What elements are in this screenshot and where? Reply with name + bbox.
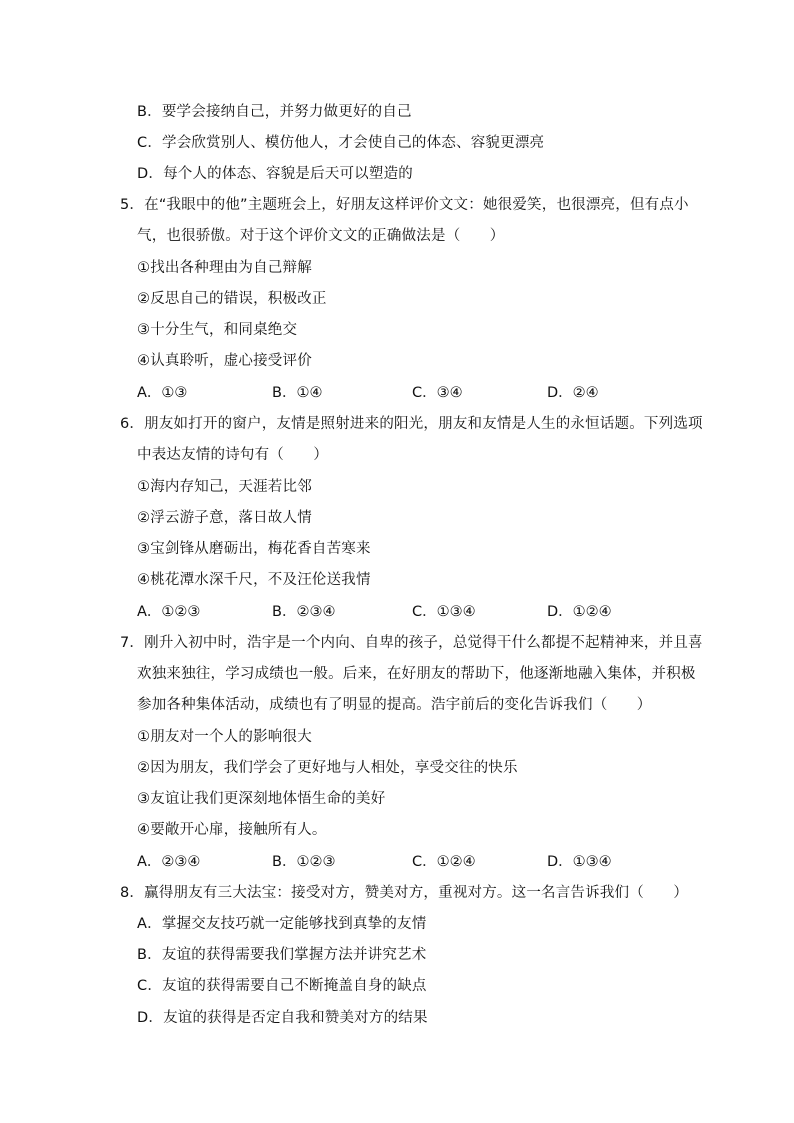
q4-option-b: B．要学会接纳自己，并努力做更好的自己 [137,104,412,120]
q6-choices [137,602,697,622]
q8-option-a: A．掌握交友技巧就一定能够找到真挚的友情 [137,916,427,932]
q8-option-c: C．友谊的获得需要自己不断掩盖自身的缺点 [137,978,427,994]
q6-choice-d: D．①②④ [547,604,612,620]
q6-item-2: ②浮云游子意，落日故人情 [137,510,312,526]
q6-choice-a: A．①②③ [137,604,201,620]
q7-item-3: ③友谊让我们更深刻地体悟生命的美好 [137,791,386,807]
q4-option-d: D．每个人的体态、容貌是后天可以塑造的 [137,166,413,182]
q7-choices [137,852,697,872]
q5-item-1: ①找出各种理由为自己辩解 [137,260,312,276]
q5-choice-b: B．①④ [272,385,323,401]
q7-stem-line3: 参加各种集体活动，成绩也有了明显的提高。浩宇前后的变化告诉我们（ ） [137,697,652,713]
q7-choice-d: D．①③④ [547,854,612,870]
q5-choice-c: C．③④ [412,385,463,401]
q4-option-c: C．学会欣赏别人、模仿他人，才会使自己的体态、容貌更漂亮 [137,135,545,151]
q7-stem-line1: 7．刚升入初中时，浩宇是一个内向、自卑的孩子，总觉得干什么都提不起精神来，并且喜 [120,635,703,651]
q8-option-b: B．友谊的获得需要我们掌握方法并讲究艺术 [137,947,427,963]
q5-choice-a: A．①③ [137,385,188,401]
q7-item-1: ①朋友对一个人的影响很大 [137,729,312,745]
q7-choice-c: C．①②④ [412,854,476,870]
q8-option-d: D．友谊的获得是否定自我和赞美对方的结果 [137,1010,428,1026]
q7-stem-line2: 欢独来独往，学习成绩也一般。后来，在好朋友的帮助下，他逐渐地融入集体，并积极 [137,666,696,682]
q6-stem-line1: 6．朋友如打开的窗户，友情是照射进来的阳光，朋友和友情是人生的永恒话题。下列选项 [120,416,703,432]
q6-item-3: ③宝剑锋从磨砺出，梅花香自苦寒来 [137,541,371,557]
q7-item-4: ④要敞开心扉，接触所有人。 [137,822,327,838]
q6-stem-line2: 中表达友情的诗句有（ ） [137,447,329,463]
q5-item-3: ③十分生气，和同桌绝交 [137,322,298,338]
q5-choice-d: D．②④ [547,385,599,401]
q5-item-4: ④认真聆听，虚心接受评价 [137,353,312,369]
q7-item-2: ②因为朋友，我们学会了更好地与人相处，享受交往的快乐 [137,760,518,776]
q5-stem-line2: 气，也很骄傲。对于这个评价文文的正确做法是（ ） [137,228,505,244]
q5-choices [137,383,697,403]
q5-item-2: ②反思自己的错误，积极改正 [137,291,327,307]
q8-stem-line1: 8．赢得朋友有三大法宝：接受对方，赞美对方，重视对方。这一名言告诉我们（ ） [120,885,689,901]
q7-choice-b: B．①②③ [272,854,336,870]
q6-choice-b: B．②③④ [272,604,336,620]
q5-stem-line1: 5．在“我眼中的他”主题班会上，好朋友这样评价文文：她很爱笑，也很漂亮，但有点小 [120,197,689,213]
q7-choice-a: A．②③④ [137,854,201,870]
q6-item-1: ①海内存知己，天涯若比邻 [137,479,312,495]
q6-item-4: ④桃花潭水深千尺，不及汪伦送我情 [137,572,371,588]
q6-choice-c: C．①③④ [412,604,476,620]
